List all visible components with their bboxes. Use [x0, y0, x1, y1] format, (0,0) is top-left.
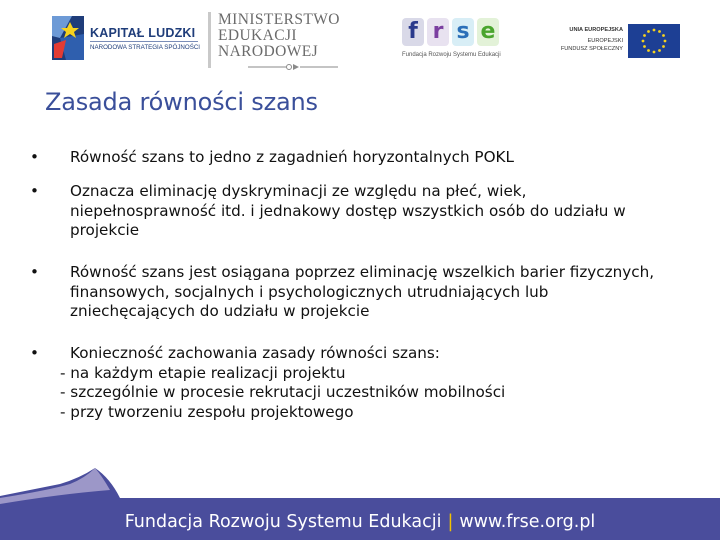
frse-letter-e: e	[477, 18, 499, 46]
ministerstwo-line-1: MINISTERSTWO	[218, 11, 340, 28]
frse-logo	[400, 18, 510, 64]
frse-letter-r: r	[427, 18, 449, 46]
ministerstwo-logo	[208, 8, 348, 72]
ministerstwo-line-3: NARODOWEJ	[218, 43, 319, 60]
eu-flag-icon	[628, 24, 680, 58]
kapital-ludzki-subtitle: NARODOWA STRATEGIA SPÓJNOŚCI	[90, 44, 201, 51]
bullet-subitem: - przy tworzeniu zespołu projektowego	[60, 402, 354, 421]
frse-subtitle: Fundacja Rozwoju Systemu Edukacji	[402, 52, 501, 58]
ministerstwo-bar	[208, 12, 211, 68]
bullet-marker: •	[30, 148, 39, 166]
eu-logo	[560, 22, 680, 62]
footer-url: www.frse.org.pl	[459, 512, 596, 532]
eu-line-2: EUROPEJSKI	[587, 38, 623, 44]
kapital-ludzki-logo	[50, 14, 200, 62]
bullet-text: Równość szans jest osiągana poprzez eliminację wszelkich barier fizycznych, finansowych, socjalnych i psychologicznych utrudniających lub zniechęcających do udziału w projekcie	[70, 263, 655, 320]
bullet-text: Oznacza eliminację dyskryminacji ze względu na płeć, wiek, niepełnosprawność itd. i jednakowy dostęp wszystkich osób do udziału w projekcie	[70, 182, 626, 239]
logo-bar	[0, 0, 720, 82]
ministerstwo-line-2: EDUKACJI	[218, 27, 297, 44]
ministerstwo-ornament-icon	[248, 63, 338, 71]
kapital-ludzki-mark-icon	[50, 14, 86, 62]
bullet-marker: •	[30, 263, 39, 281]
bullet-marker: •	[30, 182, 39, 200]
footer-separator: |	[447, 512, 454, 532]
eu-line-1: UNIA EUROPEJSKA	[569, 27, 623, 33]
footer-text	[0, 512, 720, 532]
frse-letter-s: s	[452, 18, 474, 46]
slide-title: Zasada równości szans	[45, 88, 318, 116]
bullet-subitem: - na każdym etapie realizacji projektu	[60, 363, 346, 382]
eu-line-3: FUNDUSZ SPOŁECZNY	[560, 46, 623, 52]
bullet-marker: •	[30, 344, 39, 362]
footer	[0, 468, 720, 540]
kapital-ludzki-title: KAPITAŁ LUDZKI	[90, 26, 196, 40]
bullet-text: Konieczność zachowania zasady równości szans:	[70, 344, 440, 362]
footer-org: Fundacja Rozwoju Systemu Edukacji	[124, 512, 442, 532]
frse-letter-f: f	[402, 18, 424, 46]
bullet-text: Równość szans to jedno z zagadnień horyzontalnych POKL	[70, 148, 514, 166]
kapital-ludzki-divider	[90, 41, 198, 42]
bullet-subitem: - szczególnie w procesie rekrutacji uczestników mobilności	[60, 383, 506, 401]
